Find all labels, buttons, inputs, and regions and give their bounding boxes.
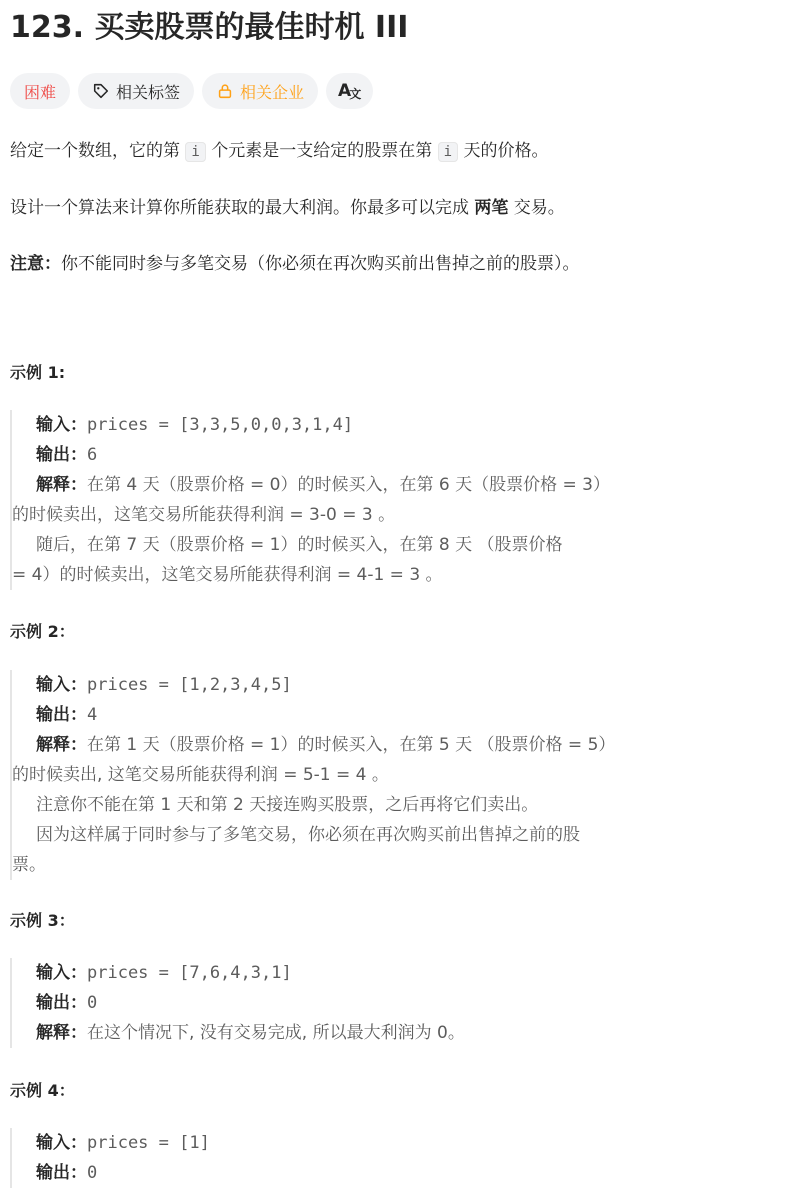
related-companies-button[interactable] <box>202 73 318 109</box>
example-1-explanation-line: 的时候卖出，这笔交易所能获得利润 = 3-0 = 3 。 <box>12 505 396 525</box>
note-text: 你不能同时参与多笔交易（你必须在再次购买前出售掉之前的股票）。 <box>61 254 580 274</box>
example-3-explanation-line: 在这个情况下, 没有交易完成, 所以最大利润为 0。 <box>87 1023 465 1043</box>
problem-title: 123. 买卖股票的最佳时机 III <box>10 10 409 45</box>
example-2-output: 4 <box>87 705 98 725</box>
example-4-output: 0 <box>87 1163 98 1183</box>
example-1-output: 6 <box>87 445 98 465</box>
related-tags-button[interactable] <box>78 73 194 109</box>
example-4-input: prices = [1] <box>87 1133 210 1153</box>
example-2-explanation-line: 票。 <box>12 855 46 875</box>
example-1-explanation-line: = 4）的时候卖出，这笔交易所能获得利润 = 4-1 = 3 。 <box>12 565 443 585</box>
inline-code-i: i <box>438 142 458 162</box>
example-1-input: prices = [3,3,5,0,0,3,1,4] <box>87 415 354 435</box>
example-3-input: prices = [7,6,4,3,1] <box>87 963 292 983</box>
inline-code-i: i <box>185 142 205 162</box>
example-4-heading: 示例 4： <box>10 1081 75 1100</box>
translate-icon: A 文 <box>338 81 362 101</box>
difficulty-badge[interactable] <box>10 73 70 109</box>
example-2-explanation-line: 的时候卖出, 这笔交易所能获得利润 = 5-1 = 4 。 <box>12 765 389 785</box>
example-4-block: 输入：prices = [1] 输出：0 <box>10 1128 792 1188</box>
example-3-block: 输入：prices = [7,6,4,3,1] 输出：0 解释：在这个情况下, 没有交易完成, 所以最大利润为 0。 <box>10 958 792 1048</box>
tag-icon <box>92 82 110 100</box>
related-companies-label: 相关企业 <box>240 82 305 102</box>
example-2-heading: 示例 2： <box>10 622 75 641</box>
example-3-heading: 示例 3： <box>10 911 75 930</box>
example-2-explanation-line: 因为这样属于同时参与了多笔交易，你必须在再次购买前出售掉之前的股 <box>36 825 580 845</box>
difficulty-label: 困难 <box>24 82 57 102</box>
example-1-block: 输入：prices = [3,3,5,0,0,3,1,4] 输出：6 解释：在第 4 天（股票价格 = 0）的时候买入，在第 6 天（股票价格 = 3） 的时候卖出，这笔交易所能获得利润 = 3-0 = 3 。 随后，在第 7 天（股票价格 = 1）的时候买入，在第 8 天 （股票价格 = 4）的时候卖出，这笔交易所能获得利润 = 4-1 = 3 。 <box>10 410 792 590</box>
note-paragraph <box>10 252 580 276</box>
example-2-explanation-line: 注意你不能在第 1 天和第 2 天接连购买股票，之后再将它们卖出。 <box>36 795 539 815</box>
related-tags-label: 相关标签 <box>116 82 181 102</box>
example-2-input: prices = [1,2,3,4,5] <box>87 675 292 695</box>
lock-icon <box>216 82 234 100</box>
example-2-block: 输入：prices = [1,2,3,4,5] 输出：4 解释：在第 1 天（股票价格 = 1）的时候买入，在第 5 天 （股票价格 = 5） 的时候卖出, 这笔交易所能获得利润 = 5-1 = 4 。 注意你不能在第 1 天和第 2 天接连购买股票，之后再将它们卖出。 因为这样属于同时参与了多笔交易，你必须在再次购买前出售掉之前的股 票。 <box>10 670 792 880</box>
description-paragraph-2: 设计一个算法来计算你所能获取的最大利润。你最多可以完成 两笔 交易。 <box>10 198 565 218</box>
translate-button[interactable] <box>326 73 373 109</box>
tag-bar <box>10 73 373 109</box>
note-label: 注意： <box>10 254 61 274</box>
example-1-explanation-line: 在第 4 天（股票价格 = 0）的时候买入，在第 6 天（股票价格 = 3） <box>87 475 610 495</box>
example-1-explanation-line: 随后，在第 7 天（股票价格 = 1）的时候买入，在第 8 天 （股票价格 <box>36 535 563 555</box>
example-2-explanation-line: 在第 1 天（股票价格 = 1）的时候买入，在第 5 天 （股票价格 = 5） <box>87 735 616 755</box>
description-paragraph-1: 给定一个数组，它的第 i 个元素是一支给定的股票在第 i 天的价格。 <box>10 141 549 161</box>
example-1-heading: 示例 1: <box>10 363 66 382</box>
example-3-output: 0 <box>87 993 98 1013</box>
